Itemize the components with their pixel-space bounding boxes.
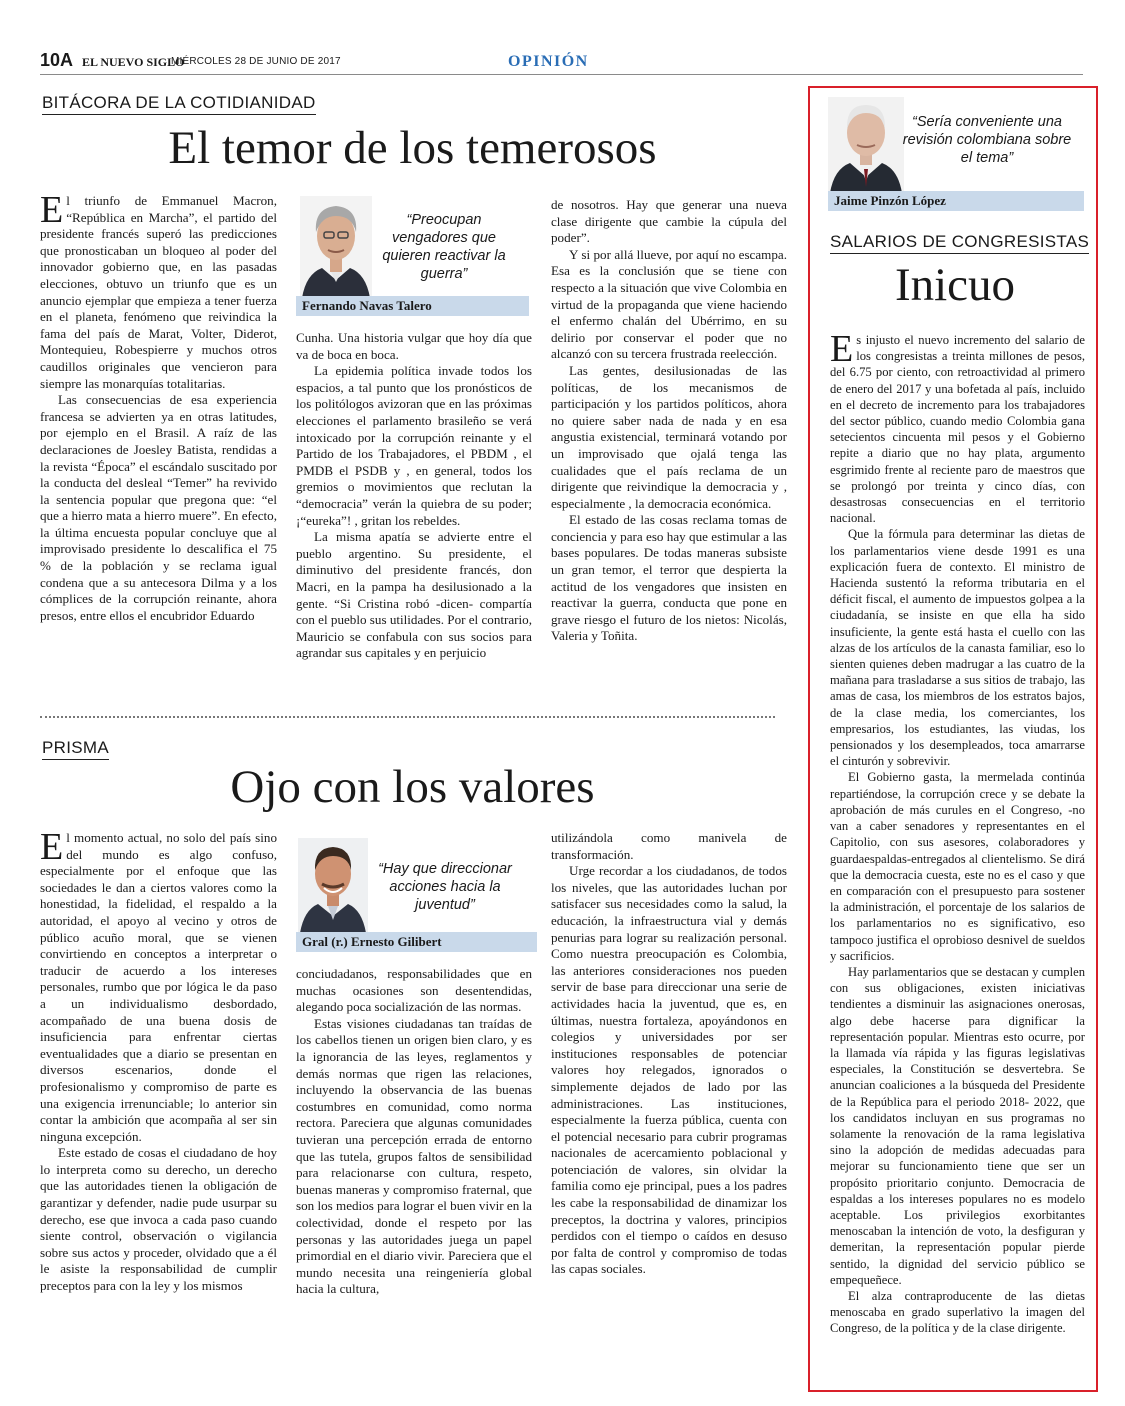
article1-dropcap: E (40, 189, 64, 231)
article1-paragraph: Las gentes, desilusionadas de las políticas, de los mecanismos de participación y los partidos políticos, ahora no quiere saber nada de nada y en esa angustia existencial, terminará votando por un improvisado que ojalá tenga las cualidades que el país reclama de un dirigente que reivindique la democracia y , especialmente , la democracia económica. (551, 362, 787, 511)
article1-paragraph: Las consecuencias de esa experiencia francesa se advierten ya en otras latitudes, por ejemplo en el Brasil. A raíz de las declaraciones de Joesley Batista, rendidas a la revista “Época” el escándalo suscitado por la conducta del desleal “Temer” ha revivido la sentencia popular que pregona que: “el que a hierro mata a hierro muere”. En efecto, la última encuesta popular concluye que al improvisado presidente lo descalifica el 75 % de la población y se reclama igual condena que a su antecesora Dilma y a los cómplices de la corrupción reinante, ahora presos, entre ellos el encubridor Eduardo (40, 392, 277, 623)
publication-date: MIÉRCOLES 28 DE JUNIO DE 2017 (171, 56, 341, 67)
article2-headline: Ojo con los valores (230, 761, 595, 813)
article1-paragraph: El estado de las cosas reclama tomas de conciencia y para eso hay que estimular a las bases populares. De todas maneras subsiste un gran temor, el terror que despierta la actitud de los vengadores que insisten en reactivar la guerra, conducta que pone en grave riesgo el futuro de los nietos: Nicolás, Valeria y Toñita. (551, 512, 787, 644)
article2-paragraph: l momento actual, no solo del país sino del mundo es algo confuso, especialmente por el enfoque que las sociedades le dan a ciertos valores como la honestidad, la fidelidad, el respaldo a la autoridad, el apoyo al vecino y otros de público acuño moral, que se vienen convirtiendo en conceptos a interpretar o traducir de acuerdo a los intereses personales, rumbo que por lógica le da paso a un individualismo desbordado, acompañado de una buena dosis de insuficiencia para enfrentar ciertas eventualidades que a diario se presentan en diversos escenarios, donde el profesionalismo y compromiso de parte es una exigencia irrenunciable; lo anterior sin contar la ambición que acompaña al ser sin ninguna excepción. (40, 830, 277, 1144)
article2-column-2 (296, 966, 532, 1298)
article2-column-3 (551, 830, 787, 1278)
article2-dropcap: E (40, 826, 64, 868)
article3-dropcap: E (830, 328, 854, 370)
article1-paragraph: Y si por allá llueve, por aquí no escampa. Esa es la conclusión que se tiene con respecto a la situación que vive Colombia en virtud de la propaganda que viene haciendo el enfermo chalán del Ubérrimo, en su delirio por conservar el poder que no alcanzó con su tercera frustrada reelección. (551, 246, 787, 362)
article1-headline: El temor de los temerosos (168, 122, 657, 174)
article2-kicker: PRISMA (42, 738, 109, 760)
header-rule (40, 74, 1083, 75)
article3-paragraph: Que la fórmula para determinar las dietas de los parlamentarios viene desde 1991 es una explicación fuera de contexto. El ministro de Hacienda sustentó la reforma tributaria en el déficit fiscal, el aumento de impuestos golpea a la ciudadanía, se insiste en que ella ha sido insuficiente, la gente está hasta el cuello con las alzas de los artículos de la canasta familiar, eso lo sienten quienes deben madrugar a las cuatro de la mañana para trasladarse a sus sitios de trabajo, las amas de casa, los miembros de los estratos bajos, de la clase media, los comerciantes, los empresarios, los estudiantes, las viudas, los pensionados y los desempleados, toca amarrarse el cinturón y sobrevivir. (830, 527, 1085, 769)
article1-paragraph: La misma apatía se advierte entre el pueblo argentino. Su presidente, el diminutivo del presidente francés, don Macri, en la pampa ha desilusionado a la gente. “Si Cristina robó -dicen- compartía con el pueblo sus utilidades. Por el contrario, Mauricio se confabula con sus socios para agrandar sus capitales y en perjuicio (296, 529, 533, 661)
article2-paragraph: Urge recordar a los ciudadanos, de todos los niveles, que las autoridades luchan por satisfacer sus necesidades como la salud, la educación, la infraestructura vial y demás penurias para lograr su realización personal. Como nuestra preocupación es Colombia, las anteriores consideraciones nos pueden servir de base para direccionar una serie de actividades hacia la juventud, que es, en últimas, nuestra fortaleza, apoyándonos en colegios y universidades por ser instituciones responsables de potenciar valores hoy relegados, ignorados o simplemente dejados de lado por las administraciones. Las instituciones, especialmente la fuerza pública, cuenta con el potencial necesario para cubrir programas nacionales de acercamiento poblacional y potenciación de valores, sin olvidar la familia como eje principal, pues a los padres les cabe la responsabilidad de dinamizar los preceptos, la doctrina y valores, principios perdidos con el tiempo o caídos en desuso por falta de control y compromiso de todas las capas sociales. (551, 863, 787, 1277)
author-photo-ernesto (298, 838, 368, 933)
article3-paragraph: s injusto el nuevo incremento del salario de los congresistas a treinta millones de pesos, del 6.75 por ciento, con retroactividad al primero de enero del 2017 y una bofetada al país, incluido en el decreto de incremento para los trabajadores del sector público, cuando medio Colombia gana setecientos cincuenta mil pesos y el Gobierno repite a diario que no hay plata, argumento esgrimido frente al reciente paro de maestros que se prolongó por treinta y cinco días, con desastrosas consecuencias en el territorio nacional. (830, 333, 1085, 526)
article1-column-3 (551, 197, 787, 645)
article2-column-1 (40, 826, 277, 1295)
article3-pull-quote: “Sería conveniente una revisión colombiana sobre el tema” (902, 114, 1072, 166)
page-number: 10A (40, 50, 74, 70)
article3-headline: Inicuo (894, 259, 1016, 311)
article3-author: Jaime Pinzón López (828, 191, 1084, 211)
article1-paragraph: La epidemia política invade todos los espacios, a tal punto que los pronósticos de los politólogos avizoran que en las próximas elecciones el parlamento brasileño se verá intoxicado por la corrupción reinante y el Partido de los Trabajadores, el PBDM , el PMDB el PSDB y , en general, todos los gremios o movimientos que reclutan la “democracia” verán la quiebra de su poder; ¡“eureka”! , gritan los rebeldes. (296, 363, 532, 528)
article3-paragraph: Hay parlamentarios que se destacan y cumplen con sus obligaciones, existen iniciativas tendientes a disminuir las asignaciones onerosas, algo debe hacerse para dignificar la representación popular. Mientras esto ocurre, por la llamada vía rápida y las figuras legislativas especiales, la Constitución se desvertebra. Se anuncian coaliciones a la búsqueda del Presidente de la República para el periodo 2018- 2022, que los candidatos incluyan en sus programas no solamente la renovación de la rama legislativa sino la adopción de medidas adecuadas para mejorar su funcionamiento tiene que ser un propósito prioritario conjunto. Democracia de espaldas a los intereses populares no es modelo aceptable. Los privilegios exorbitantes menoscaban la intención de voto, la desfiguran y demeritan, la representación popular pierde sentido, la dignidad del servicio público se empequeñece. (830, 964, 1085, 1287)
article2-author: Gral (r.) Ernesto Gilibert (296, 932, 537, 952)
article-divider (40, 716, 775, 718)
article3-paragraph: El Gobierno gasta, la mermelada continúa repartiéndose, la corrupción crece y se debate la aprobación de más curules en el Congreso, -no van a caber senadores y representantes en el Capitolio, con sus asesores, colaboradores y guardaespaldas-entregados al clientelismo. Se dirá que la democracia cuesta, este no es el caso y que en comparación con el presupuesto para sostener la administración, el porcentaje de los salarios de los parlamentarios no es significativo, eso tampoco justifica el oprobioso desnivel de sueldos y sacrificios. (830, 770, 1085, 963)
article2-paragraph: Este estado de cosas el ciudadano de hoy lo interpreta como su derecho, un derecho que las autoridades tienen la obligación de garantizar y defender, nadie pude usurpar su derecho, ese que invoca a cada paso cuando siente control, observación o vigilancia sobre sus actos y proceder, olvidado que a él le asiste la responsabilidad de cumplir preceptos para con la ley y los mismos (40, 1145, 277, 1294)
article2-pull-quote: “Hay que direccionar acciones hacia la juventud” (378, 861, 512, 913)
article1-paragraph: Cunha. Una historia vulgar que hoy día que va de boca en boca. (296, 330, 532, 362)
article1-author: Fernando Navas Talero (296, 296, 529, 316)
article2-paragraph: Estas visiones ciudadanas tan traídas de los cabellos tienen un origen bien claro, y es la ignorancia de las leyes, reglamentos y demás normas que rigen las relaciones, incluyendo la observancia de las buenas costumbres en comunidad, como norma rectora. Pareciera que algunas comunidades tuvieran una percepción errada de entorno que las tutela, grupos faltos de sensibilidad para relacionarse con cultura, respeto, buenas maneras y compromiso fraternal, que son los medios para lograr el buen vivir en la colectividad, donde el respeto por las personas y las autoridades juega un papel primordial en el diario vivir. Pareciera que el mundo necesita una reingeniería global hacia la cultura, (296, 1015, 532, 1297)
article3-kicker: SALARIOS DE CONGRESISTAS (830, 232, 1089, 254)
article2-paragraph: utilizándola como manivela de transformación. (551, 830, 787, 862)
article1-pull-quote: “Preocupan vengadores que quieren reactivar la guerra” (382, 212, 506, 282)
article3-paragraph: El alza contraproducente de las dietas menoscaba en grado superlativo la imagen del Congreso, de la política y de la clase dirigente. (830, 1288, 1085, 1336)
author-photo-fernando (300, 196, 372, 298)
article1-paragraph: de nosotros. Hay que generar una nueva clase dirigente que cambie la cúpula del poder”. (551, 197, 787, 246)
article3-column (830, 328, 1085, 1337)
article1-column-1 (40, 189, 277, 624)
article2-paragraph: conciudadanos, responsabilidades que en muchas ocasiones son desentendidas, alegando poca socialización de las normas. (296, 966, 532, 1015)
article1-kicker: BITÁCORA DE LA COTIDIANIDAD (42, 93, 316, 115)
newspaper-name: EL NUEVO SIGLO (82, 55, 185, 69)
article1-column-2 (296, 330, 532, 662)
section-title: OPINIÓN (508, 53, 589, 70)
author-photo-jaime (828, 97, 904, 193)
article1-paragraph: l triunfo de Emmanuel Macron, “República en Marcha”, el partido del presidente francés superó las predicciones que pronosticaban un bloqueo al poder del innovador gobierno que, en las pasadas elecciones, obtuvo un triunfo que es un anuncio ejemplar que empieza a tener fuerza en el planeta, fenómeno que reivindica la fama del país de Marat, Volter, Diderot, Montequieu, Robespierre y muchos otros caudillos originales que vencieron para siempre las monarquías totalitarias. (40, 193, 277, 391)
